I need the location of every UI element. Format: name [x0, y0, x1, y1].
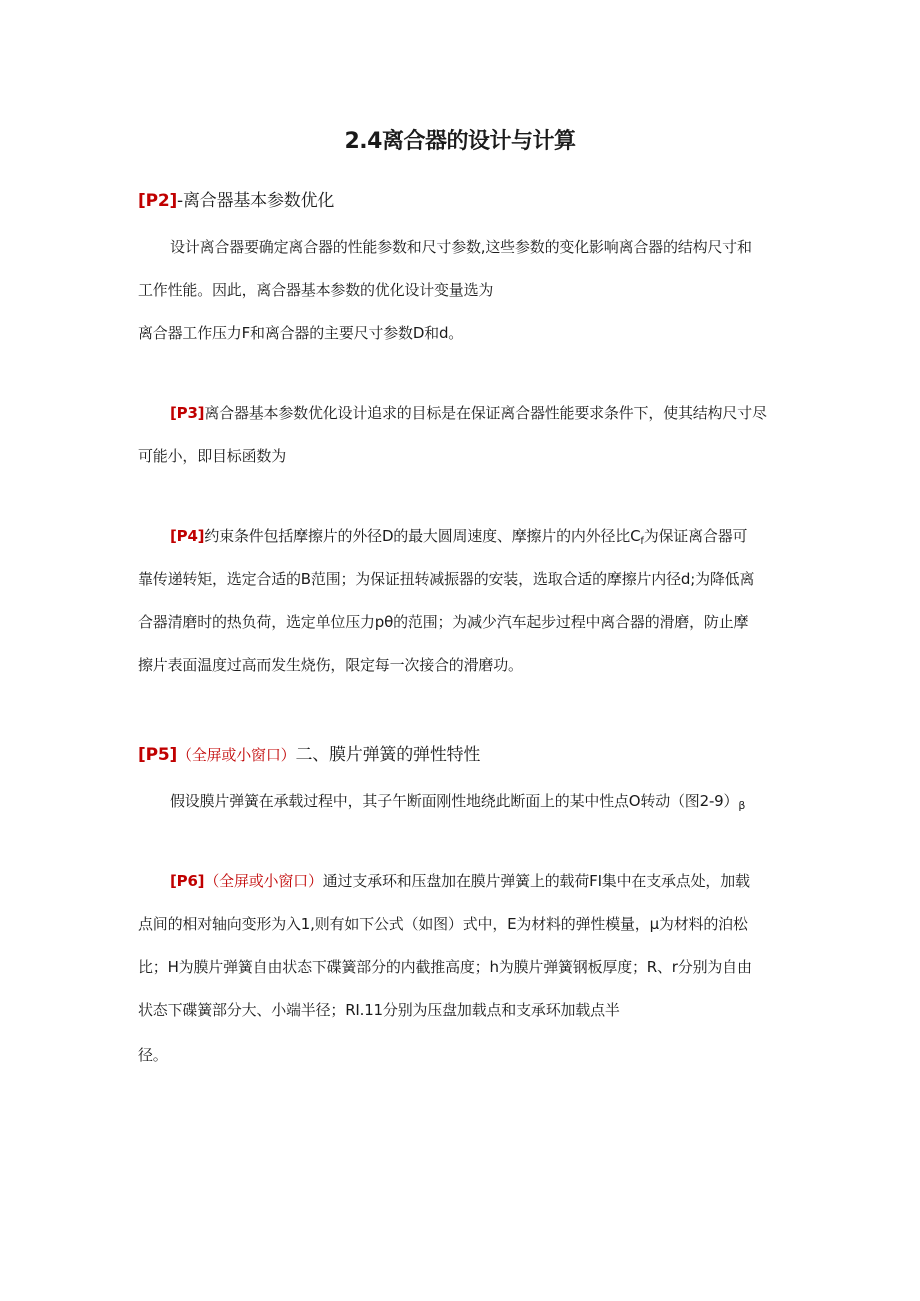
paragraph-tag: [P3] [170, 404, 205, 422]
paragraph-tag: [P2] [138, 191, 178, 211]
paragraph-line: 靠传递转矩，选定合适的B范围；为保证扭转减振器的安装，选取合适的摩擦片内径d;为降低离 [138, 570, 755, 588]
paragraph-line: 设计离合器要确定离合器的性能参数和尺寸参数,这些参数的变化影响离合器的结构尺寸和 [170, 238, 752, 256]
paragraph-text: 通过支承环和压盘加在膜片弹簧上的载荷FI集中在支承点处，加载 [322, 872, 750, 890]
paragraph-tag: [P6] [170, 872, 205, 890]
paragraph-tag: [P5] [138, 745, 178, 765]
paragraph-line: 状态下碟簧部分大、小端半径；RI.11分别为压盘加载点和支承环加载点半 [138, 1001, 620, 1019]
paragraph-line: 合器清磨时的热负荷，选定单位压力pθ的范围；为减少汽车起步过程中离合器的滑磨，防止摩 [138, 613, 749, 631]
paragraph-text: 离合器基本参数优化设计追求的目标是在保证离合器性能要求条件下，使其结构尺寸尽 [204, 404, 767, 422]
paragraph-text: 约束条件包括摩擦片的外径D的最大圆周速度、摩擦片的内外径比C [204, 527, 641, 545]
view-mode-note: （全屏或小窗口） [177, 746, 296, 764]
paragraph-line: 比；H为膜片弹簧自由状态下碟簧部分的内截推高度；h为膜片弹簧钢板厚度；R、r分别为自由 [138, 958, 752, 976]
heading-text: 二、膜片弹簧的弹性特性 [295, 745, 481, 765]
view-mode-note: （全屏或小窗口） [204, 872, 323, 890]
paragraph-text: 假设膜片弹簧在承载过程中，其子午断面刚性地绕此断面上的某中性点O转动（图2-9） [170, 792, 739, 810]
trailing-mark: β [738, 799, 746, 812]
heading-text: -离合器基本参数优化 [177, 191, 335, 211]
section-heading-p2 [138, 190, 334, 212]
paragraph-line: 点间的相对轴向变形为入1,则有如下公式（如图）式中，E为材料的弹性模量，μ为材料的泊松 [138, 915, 748, 933]
paragraph-tag: [P4] [170, 527, 205, 545]
paragraph-line: 离合器工作压力F和离合器的主要尺寸参数D和d。 [138, 324, 464, 342]
paragraph-line: 工作性能。因此，离合器基本参数的优化设计变量选为 [138, 281, 494, 299]
paragraph-line: 擦片表面温度过高而发生烧伤，限定每一次接合的滑磨功。 [138, 656, 523, 674]
section-heading-p5 [138, 744, 480, 766]
subscript: f [640, 536, 644, 547]
paragraph-line [170, 791, 745, 816]
document-title: 2.4离合器的设计与计算 [344, 129, 576, 154]
paragraph-p3 [170, 403, 767, 423]
paragraph-line: 径。 [138, 1046, 168, 1064]
paragraph-p4 [170, 526, 747, 552]
paragraph-p6 [170, 871, 750, 891]
paragraph-text: 为保证离合器可 [643, 527, 748, 545]
paragraph-line: 可能小，即目标函数为 [138, 447, 287, 465]
